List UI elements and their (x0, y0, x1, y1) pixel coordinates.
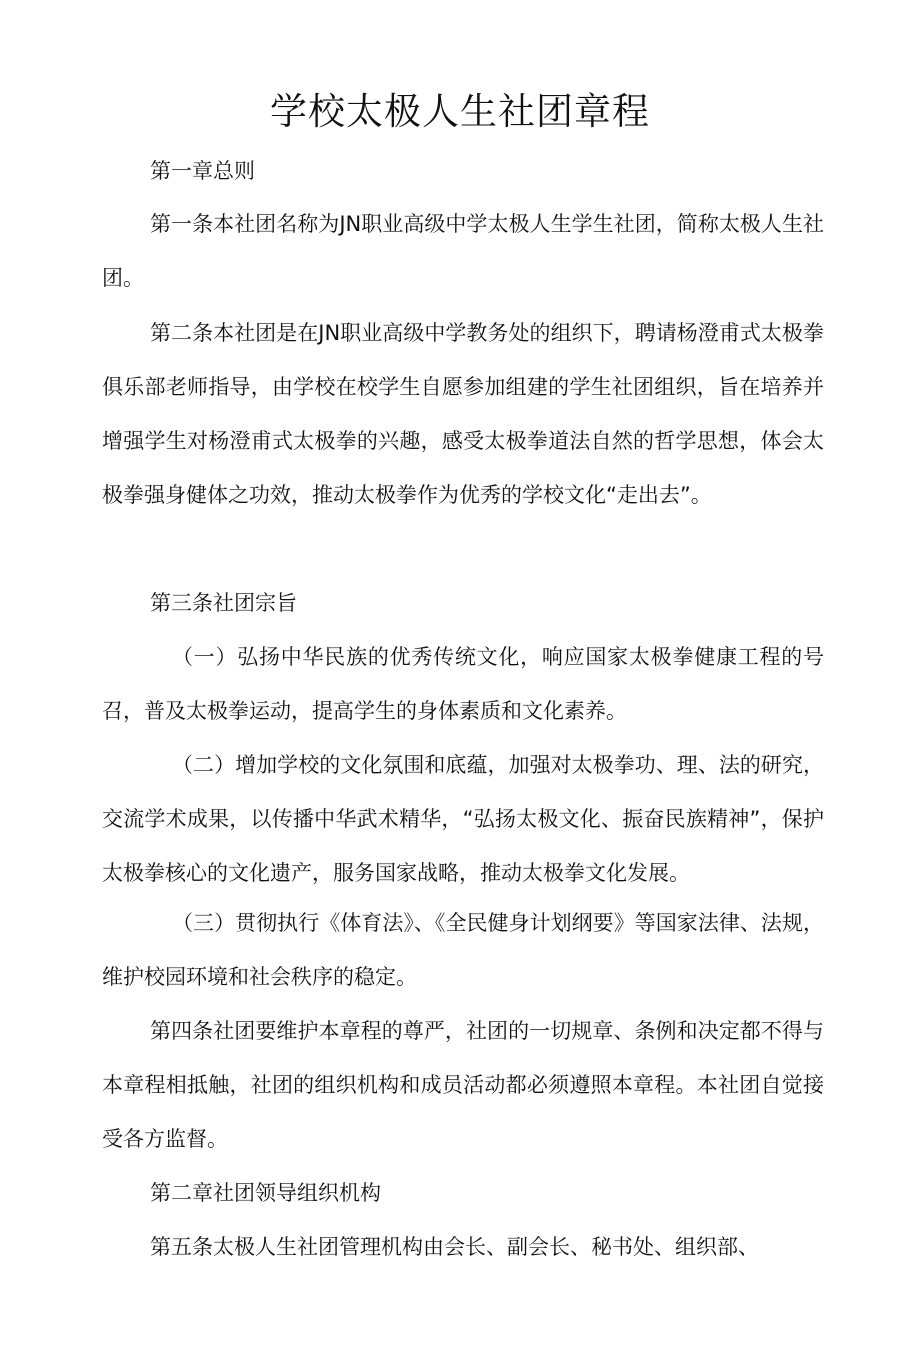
article-3-item-2: （二）增加学校的文化氛围和底蕴，加强对太极拳功、理、法的研究，交流学术成果，以传播中华武术精华，“弘扬太极文化、振奋民族精神”，保护太极拳核心的文化遗产，服务国家战略，推动太极拳文化发展。 (102, 753, 824, 885)
article-5-paragraph: 第五条太极人生社团管理机构由会长、副会长、秘书处、组织部、 (150, 1235, 759, 1259)
chapter-heading-1: 第一章总则 (150, 159, 255, 183)
article-3-heading: 第三条社团宗旨 (150, 591, 297, 615)
article-3-item-1: （一）弘扬中华民族的优秀传统文化，响应国家太极拳健康工程的号召，普及太极拳运动，提高学生的身体素质和文化素养。 (102, 645, 824, 723)
article-3-item-3: （三）贯彻执行《体育法》、《全民健身计划纲要》等国家法律、法规，维护校园环境和社会秩序的稳定。 (102, 911, 824, 989)
chapter-heading-2: 第二章社团领导组织机构 (150, 1181, 381, 1205)
article-4-paragraph: 第四条社团要维护本章程的尊严，社团的一切规章、条例和决定都不得与本章程相抵触，社团的组织机构和成员活动都必须遵照本章程。本社团自觉接受各方监督。 (102, 1019, 824, 1151)
document-title: 学校太极人生社团章程 (270, 90, 650, 133)
article-1-paragraph: 第一条本社团名称为JN职业高级中学太极人生学生社团，简称太极人生社团。 (102, 212, 824, 290)
article-2-paragraph: 第二条本社团是在JN职业高级中学教务处的组织下，聘请杨澄甫式太极拳俱乐部老师指导，由学校在校学生自愿参加组建的学生社团组织，旨在培养并增强学生对杨澄甫式太极拳的兴趣，感受太极拳道法自然的哲学思想，体会太极拳强身健体之功效，推动太极拳作为优秀的学校文化“走出去”。 (102, 321, 824, 507)
